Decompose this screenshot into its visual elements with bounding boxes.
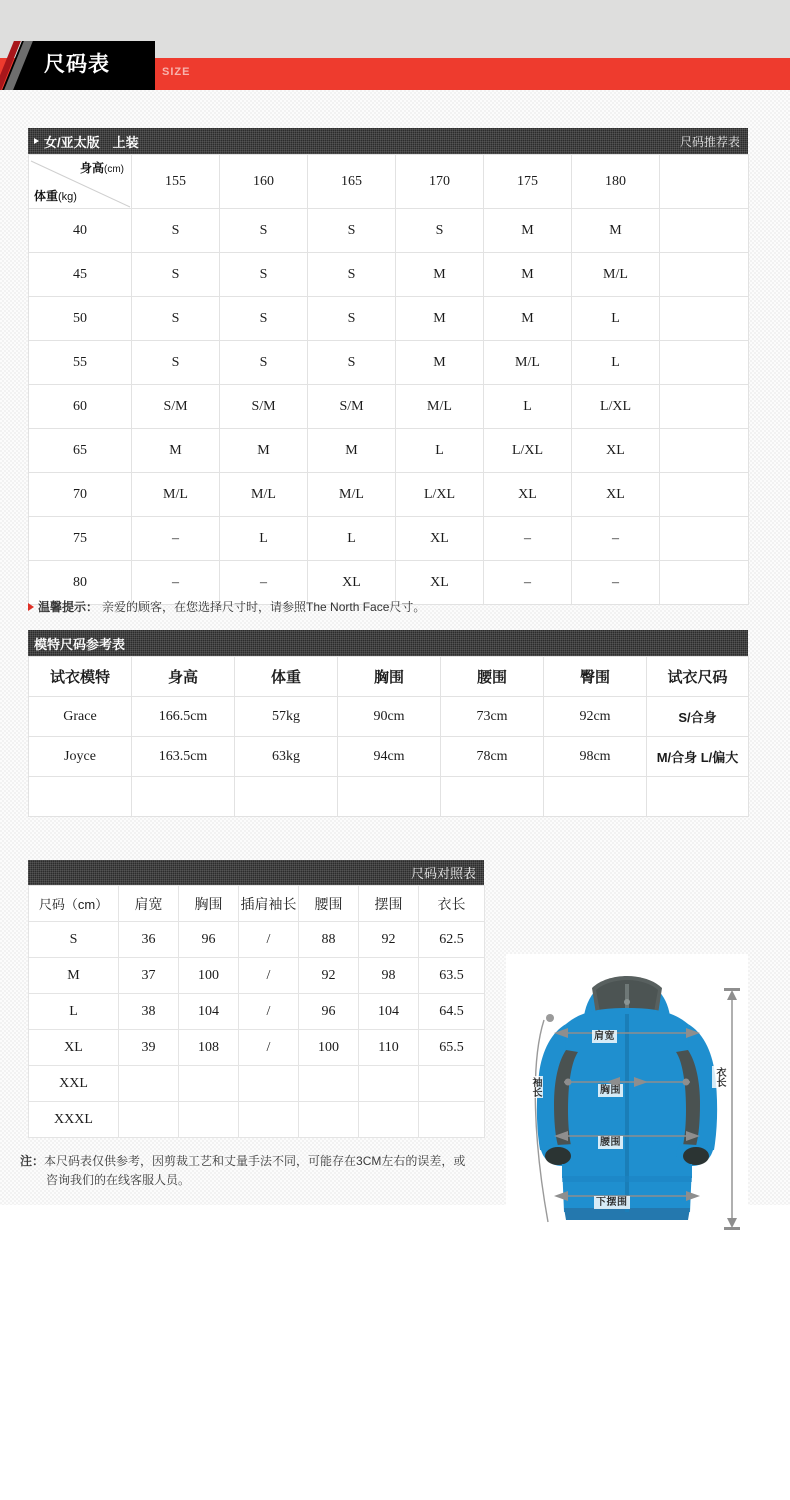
measurement-cell: [179, 1066, 239, 1102]
table-row: [29, 697, 749, 737]
size-cell: L: [572, 297, 660, 341]
size-recommend-category: 女/亚太版: [44, 134, 100, 150]
measurement-cell: [359, 1066, 419, 1102]
measurement-cell: 39: [119, 1030, 179, 1066]
size-label-cell: XXXL: [29, 1102, 119, 1138]
size-cell: S/M: [132, 385, 220, 429]
corner-height-label: 身高(cm): [79, 161, 124, 175]
measurement-cell: 100: [299, 1030, 359, 1066]
column-header: 腰围: [299, 886, 359, 922]
column-header: 插肩袖长: [239, 886, 299, 922]
size-label-cell: XL: [29, 1030, 119, 1066]
measurement-cell: /: [239, 922, 299, 958]
size-cell: M/L: [132, 473, 220, 517]
measurement-cell: /: [239, 994, 299, 1030]
size-cell: [660, 385, 749, 429]
size-cell: M: [396, 341, 484, 385]
size-chart-note: [20, 1152, 540, 1190]
weight-cell: 70: [29, 473, 132, 517]
table-header-row: [29, 657, 749, 697]
size-cell: M/L: [484, 341, 572, 385]
size-tip-strong: 温馨提示：: [38, 600, 99, 614]
model-reference-section: [28, 630, 748, 817]
size-cell: [660, 341, 749, 385]
size-cell: [660, 517, 749, 561]
model-value-cell: 90cm: [338, 697, 441, 737]
size-cell: –: [572, 561, 660, 605]
column-header: 衣长: [419, 886, 485, 922]
model-value-cell: 163.5cm: [132, 737, 235, 777]
triangle-right-icon: [28, 603, 34, 611]
model-value-cell: M/合身 L/偏大: [647, 737, 749, 777]
table-row: [29, 253, 749, 297]
size-chart-table: [28, 885, 485, 1138]
table-row: [29, 777, 749, 817]
size-cell: M/L: [572, 253, 660, 297]
model-value-cell: [132, 777, 235, 817]
triangle-right-icon: [34, 138, 39, 144]
size-cell: M: [396, 253, 484, 297]
measurement-cell: 65.5: [419, 1030, 485, 1066]
measurement-cell: /: [239, 1030, 299, 1066]
jacket-measurement-diagram: [506, 954, 748, 1236]
size-chart-section: [28, 860, 484, 1138]
size-cell: M/L: [220, 473, 308, 517]
measurement-cell: [239, 1102, 299, 1138]
size-cell: L/XL: [572, 385, 660, 429]
weight-cell: 65: [29, 429, 132, 473]
measurement-cell: 104: [179, 994, 239, 1030]
height-header-170: 170: [396, 155, 484, 209]
measurement-cell: [119, 1066, 179, 1102]
measurement-cell: 62.5: [419, 922, 485, 958]
table-row: [29, 958, 485, 994]
size-cell: L: [220, 517, 308, 561]
column-header: 尺码（cm）: [29, 886, 119, 922]
measurement-cell: 110: [359, 1030, 419, 1066]
size-cell: S: [220, 253, 308, 297]
label-sleeve-length: 袖长: [530, 1077, 541, 1097]
column-header: 胸围: [179, 886, 239, 922]
measurement-cell: [419, 1102, 485, 1138]
size-cell: L/XL: [396, 473, 484, 517]
measurement-cell: [179, 1102, 239, 1138]
page-title: 尺码表: [44, 53, 110, 76]
column-header: 试衣模特: [29, 657, 132, 697]
note-line1: 本尺码表仅供参考，因剪裁工艺和丈量手法不同，可能存在3CM左右的误差，或: [44, 1154, 466, 1168]
size-cell: S: [132, 297, 220, 341]
banner-subtitle: SIZE: [162, 66, 191, 78]
label-chest: 胸围: [600, 1085, 621, 1096]
model-value-cell: 166.5cm: [132, 697, 235, 737]
measurement-cell: 92: [359, 922, 419, 958]
table-row: [29, 737, 749, 777]
table-row: [29, 209, 749, 253]
table-row: [29, 1066, 485, 1102]
model-value-cell: 92cm: [544, 697, 647, 737]
measurement-cell: [419, 1066, 485, 1102]
weight-cell: 40: [29, 209, 132, 253]
column-header: 试衣尺码: [647, 657, 749, 697]
table-row: [29, 1030, 485, 1066]
column-header: 肩宽: [119, 886, 179, 922]
size-cell: S/M: [220, 385, 308, 429]
size-recommend-section: [28, 128, 748, 605]
model-value-cell: [441, 777, 544, 817]
size-cell: M: [220, 429, 308, 473]
weight-cell: 55: [29, 341, 132, 385]
model-reference-table: [28, 656, 749, 817]
model-value-cell: [235, 777, 338, 817]
table-row: [29, 1102, 485, 1138]
table-row: [29, 922, 485, 958]
size-label-cell: L: [29, 994, 119, 1030]
measurement-cell: [119, 1102, 179, 1138]
height-header-180: 180: [572, 155, 660, 209]
label-garment-length: 衣长: [714, 1067, 725, 1087]
table-row: [29, 517, 749, 561]
size-cell: XL: [308, 561, 396, 605]
size-cell: –: [220, 561, 308, 605]
model-value-cell: 73cm: [441, 697, 544, 737]
size-cell: L: [572, 341, 660, 385]
size-cell: XL: [484, 473, 572, 517]
size-cell: S: [132, 253, 220, 297]
label-hem: 下摆围: [596, 1197, 628, 1208]
table-row: [29, 994, 485, 1030]
weight-cell: 50: [29, 297, 132, 341]
measurement-cell: [299, 1102, 359, 1138]
height-header-160: 160: [220, 155, 308, 209]
size-recommend-garment: 上装: [112, 134, 139, 150]
model-value-cell: 63kg: [235, 737, 338, 777]
size-recommend-header: [28, 128, 748, 154]
measurement-cell: 104: [359, 994, 419, 1030]
height-header-165: 165: [308, 155, 396, 209]
height-header-empty: [660, 155, 749, 209]
size-tip: [28, 598, 425, 615]
model-name-cell: Joyce: [29, 737, 132, 777]
size-cell: M: [484, 297, 572, 341]
size-cell: [660, 253, 749, 297]
measurement-cell: [359, 1102, 419, 1138]
size-cell: S/M: [308, 385, 396, 429]
measurement-cell: 108: [179, 1030, 239, 1066]
size-cell: XL: [396, 517, 484, 561]
size-cell: –: [132, 517, 220, 561]
corner-weight-label: 体重(kg): [34, 189, 77, 203]
model-reference-title: 模特尺码参考表: [34, 636, 126, 652]
measurement-cell: 92: [299, 958, 359, 994]
measurement-cell: [239, 1066, 299, 1102]
size-recommend-table: [28, 154, 749, 605]
column-header: 身高: [132, 657, 235, 697]
measurement-cell: /: [239, 958, 299, 994]
model-value-cell: [544, 777, 647, 817]
weight-cell: 80: [29, 561, 132, 605]
column-header: 胸围: [338, 657, 441, 697]
model-value-cell: [338, 777, 441, 817]
size-cell: –: [132, 561, 220, 605]
size-cell: M: [308, 429, 396, 473]
model-name-cell: [29, 777, 132, 817]
size-cell: S: [308, 253, 396, 297]
model-value-cell: [647, 777, 749, 817]
size-cell: S: [308, 209, 396, 253]
height-header-175: 175: [484, 155, 572, 209]
size-cell: S: [132, 209, 220, 253]
measurement-cell: 36: [119, 922, 179, 958]
weight-cell: 75: [29, 517, 132, 561]
size-label-cell: XXL: [29, 1066, 119, 1102]
model-value-cell: S/合身: [647, 697, 749, 737]
size-cell: L/XL: [484, 429, 572, 473]
table-row: [29, 429, 749, 473]
column-header: 摆围: [359, 886, 419, 922]
table-header-row: [29, 886, 485, 922]
size-tip-text: 亲爱的顾客，在您选择尺寸时，请参照The North Face尺寸。: [102, 600, 426, 614]
size-cell: S: [308, 341, 396, 385]
size-cell: M: [396, 297, 484, 341]
measurement-cell: [299, 1066, 359, 1102]
size-cell: L: [484, 385, 572, 429]
size-cell: S: [220, 341, 308, 385]
size-chart-header: [28, 860, 484, 885]
measurement-cell: 63.5: [419, 958, 485, 994]
table-row: [29, 297, 749, 341]
weight-cell: 60: [29, 385, 132, 429]
measurement-cell: 96: [179, 922, 239, 958]
table-header-row: [29, 155, 749, 209]
model-value-cell: 98cm: [544, 737, 647, 777]
measurement-cell: 38: [119, 994, 179, 1030]
weight-cell: 45: [29, 253, 132, 297]
measurement-cell: 96: [299, 994, 359, 1030]
size-cell: L: [308, 517, 396, 561]
size-cell: M: [132, 429, 220, 473]
size-cell: S: [308, 297, 396, 341]
size-cell: –: [572, 517, 660, 561]
size-cell: [660, 561, 749, 605]
model-value-cell: 57kg: [235, 697, 338, 737]
model-reference-header: [28, 630, 748, 656]
column-header: 臀围: [544, 657, 647, 697]
note-strong: 注：: [20, 1154, 45, 1168]
size-chart-title: 尺码对照表: [410, 866, 476, 881]
measurement-cell: 98: [359, 958, 419, 994]
size-cell: XL: [572, 429, 660, 473]
size-cell: [660, 297, 749, 341]
model-value-cell: 78cm: [441, 737, 544, 777]
height-weight-corner-cell: [29, 155, 132, 209]
size-cell: XL: [572, 473, 660, 517]
column-header: 体重: [235, 657, 338, 697]
size-cell: S: [220, 297, 308, 341]
size-cell: [660, 209, 749, 253]
size-cell: [660, 429, 749, 473]
size-cell: M: [484, 209, 572, 253]
size-recommend-title: 尺码推荐表: [679, 134, 740, 149]
table-row: [29, 385, 749, 429]
size-cell: M/L: [396, 385, 484, 429]
label-shoulder-width: 肩宽: [594, 1031, 615, 1042]
size-label-cell: S: [29, 922, 119, 958]
size-cell: M: [484, 253, 572, 297]
size-cell: XL: [396, 561, 484, 605]
note-line2: 咨询我们的在线客服人员。: [46, 1173, 191, 1187]
label-waist: 腰围: [600, 1137, 621, 1148]
model-name-cell: Grace: [29, 697, 132, 737]
model-value-cell: 94cm: [338, 737, 441, 777]
size-cell: –: [484, 517, 572, 561]
measurement-cell: 100: [179, 958, 239, 994]
size-cell: S: [132, 341, 220, 385]
table-row: [29, 341, 749, 385]
height-header-155: 155: [132, 155, 220, 209]
measurement-cell: 64.5: [419, 994, 485, 1030]
measurement-cell: 37: [119, 958, 179, 994]
size-label-cell: M: [29, 958, 119, 994]
size-cell: M: [572, 209, 660, 253]
size-cell: L: [396, 429, 484, 473]
column-header: 腰围: [441, 657, 544, 697]
size-cell: M/L: [308, 473, 396, 517]
table-row: [29, 473, 749, 517]
size-cell: –: [484, 561, 572, 605]
size-cell: S: [396, 209, 484, 253]
size-cell: S: [220, 209, 308, 253]
size-cell: [660, 473, 749, 517]
measurement-cell: 88: [299, 922, 359, 958]
